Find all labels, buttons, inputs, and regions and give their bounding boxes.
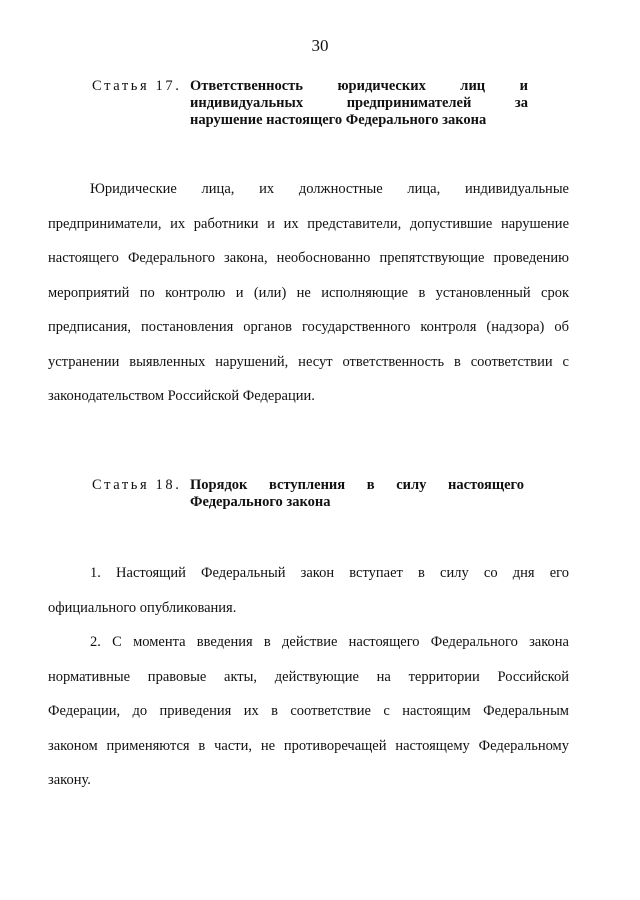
paragraph-line: предприниматели, их работники и их представители, допустившие нарушение	[48, 215, 569, 232]
article-18-label: Статья 18.	[92, 477, 182, 493]
paragraph-line: официального опубликования.	[48, 599, 237, 616]
paragraph-line: 1. Настоящий Федеральный закон вступает в силу со дня его	[90, 565, 569, 581]
paragraph-line: нормативные правовые акты, действующие на территории Российской	[48, 668, 569, 685]
paragraph-line: законодательством Российской Федерации.	[48, 388, 315, 404]
paragraph-line: мероприятий по контролю и (или) не исполняющие в установленный срок	[48, 284, 569, 301]
article-18-title-line: Федерального закона	[190, 494, 331, 510]
article-17-paragraph	[48, 172, 569, 414]
paragraph-line: устранении выявленных нарушений, несут ответственность в соответствии с	[48, 353, 569, 370]
paragraph-line: законом применяются в части, не противоречащей настоящему Федеральному	[48, 737, 569, 754]
paragraph-line: предписания, постановления органов государственного контроля (надзора) об	[48, 319, 569, 335]
page-number: 30	[311, 36, 329, 55]
article-17-title-line: индивидуальных предпринимателей за	[190, 95, 528, 111]
article-17-label: Статья 17.	[92, 78, 182, 94]
paragraph-line: настоящего Федерального закона, необоснованно препятствующие проведению	[48, 250, 569, 266]
article-17-title-line: Ответственность юридических лиц и	[190, 78, 528, 94]
paragraph-line: закону.	[48, 772, 91, 788]
paragraph-line: 2. С момента введения в действие настоящего Федерального закона	[90, 634, 569, 650]
article-18-title-line: Порядок вступления в силу настоящего	[190, 477, 524, 493]
article-18-title	[190, 477, 524, 511]
paragraph-line: Юридические лица, их должностные лица, индивидуальные	[90, 181, 569, 197]
article-17-title-line: нарушение настоящего Федерального закона	[190, 112, 487, 128]
article-18-item-1	[48, 556, 569, 625]
article-17-title	[190, 78, 528, 129]
paragraph-line: Федерации, до приведения их в соответствие с настоящим Федеральным	[48, 703, 569, 719]
article-18-item-2	[48, 625, 569, 798]
